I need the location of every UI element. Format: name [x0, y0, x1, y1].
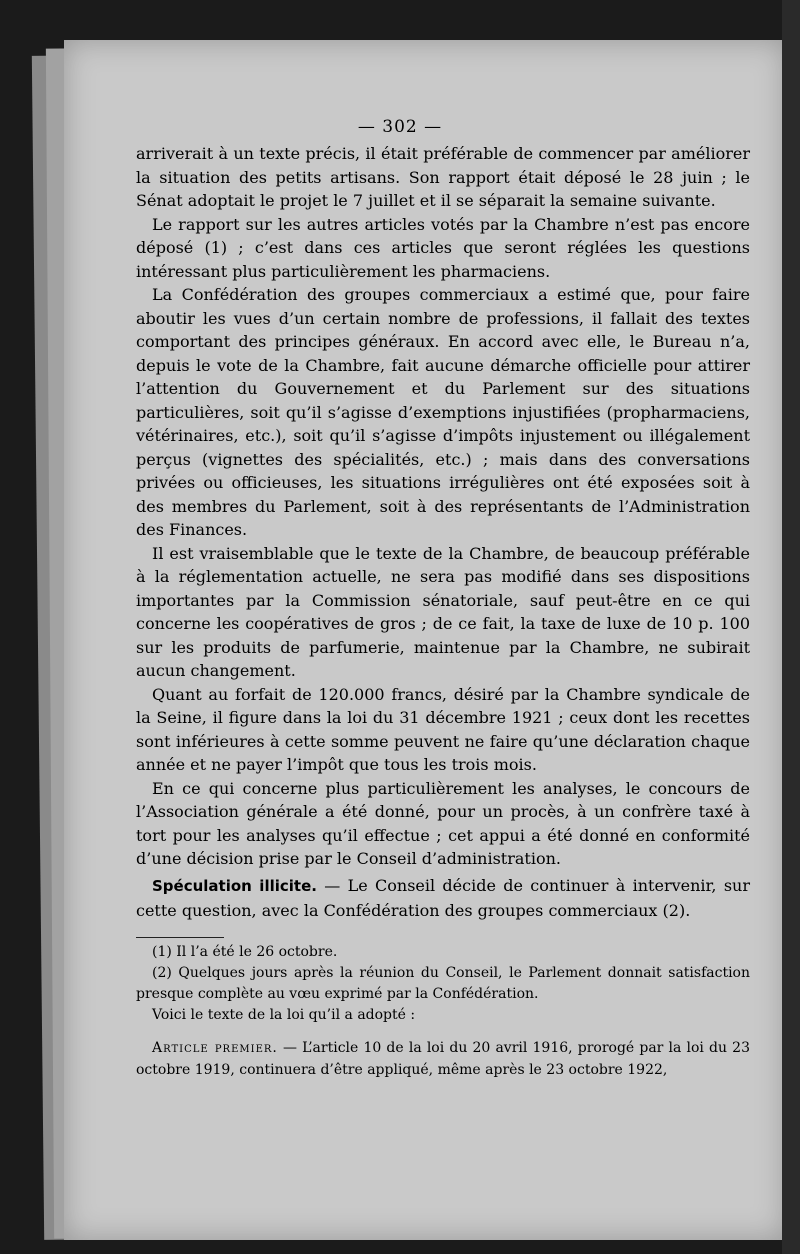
footnote: (2) Quelques jours après la réunion du Conseil, le Parlement donnait satisfaction presque complète au vœu exprimé par la Confédération. [136, 965, 750, 1002]
paragraph: Quant au forfait de 120.000 francs, désiré par la Chambre syndicale de la Seine, il figure dans la loi du 31 décembre 1921 ; ceux dont les recettes sont inférieures à cette somme peuvent ne faire qu’une déclaration chaque année et ne payer l’impôt que tous les trois mois. [136, 684, 750, 774]
main-text [136, 142, 750, 871]
paragraph: Le rapport sur les autres articles votés par la Chambre n’est pas encore déposé (1) ; c’est dans ces articles que seront réglées les questions intéressant plus particulièrement les pharmaciens. [136, 214, 750, 281]
paragraph: arriverait à un texte précis, il était préférable de commencer par améliorer la situation des petits artisans. Son rapport était déposé le 28 juin ; le Sénat adoptait le projet le 7 juillet et il se séparait la semaine suivante. [136, 144, 750, 210]
article-text: — L’article 10 de la loi du 20 avril 1916, prorogé par la loi du 23 octobre 1919, continuera d’être appliqué, même après le 23 octobre 1922, [136, 1040, 750, 1078]
paragraph: La Confédération des groupes commerciaux a estimé que, pour faire aboutir les vues d’un certain nombre de professions, il fallait des textes comportant des principes généraux. En accord avec elle, le Bureau n’a, depuis le vote de la Chambre, fait aucune démarche officielle pour attirer l’attention du Gouvernement et du Parlement sur des situations particulières, soit qu’il s’agisse d’exemptions injustifiées (propharmaciens, vétérinaires, etc.), soit qu’il s’agisse d’impôts injustement ou illégalement perçus (vignettes des spécialités, etc.) ; mais dans des conversations privées ou officieuses, les situations irrégulières ont été exposées soit à des membres du Parlement, soit à des représentants de l’Administration des Finances. [136, 285, 750, 539]
law-article [136, 1037, 750, 1081]
section-text: — Le Conseil décide de continuer à intervenir, sur cette question, avec la Confédération des groupes commerciaux (2). [136, 876, 750, 920]
footnote: (1) Il l’a été le 26 octobre. [152, 944, 338, 960]
section-speculation [136, 874, 750, 922]
section-paragraph [136, 874, 750, 922]
paragraph: Il est vraisemblable que le texte de la Chambre, de beaucoup préférable à la réglementation actuelle, ne sera pas modifié dans ses dispositions importantes par la Commission sénatoriale, sauf peut-être en ce qui concerne les coopératives de gros ; de ce fait, la taxe de luxe de 10 p. 100 sur les produits de parfumerie, maintenue par la Chambre, ne subirait aucun changement. [136, 543, 750, 680]
footnote: Voici le texte de la loi qu’il a adopté : [152, 1007, 416, 1023]
footnote-rule [136, 937, 224, 938]
paragraph: En ce qui concerne plus particulièrement les analyses, le concours de l’Association générale a été donné, pour un procès, à un confrère taxé à tort pour les analyses qu’il effectue ; cet appui a été donné en conformité d’une décision prise par le Conseil d’administration. [136, 778, 750, 868]
footnotes [136, 942, 750, 1026]
article-label: Article premier. [152, 1040, 278, 1056]
page-number: — 302 — [357, 117, 443, 137]
article-paragraph [136, 1037, 750, 1081]
section-heading: Spéculation illicite. [152, 877, 317, 895]
book-spine [782, 0, 800, 1254]
